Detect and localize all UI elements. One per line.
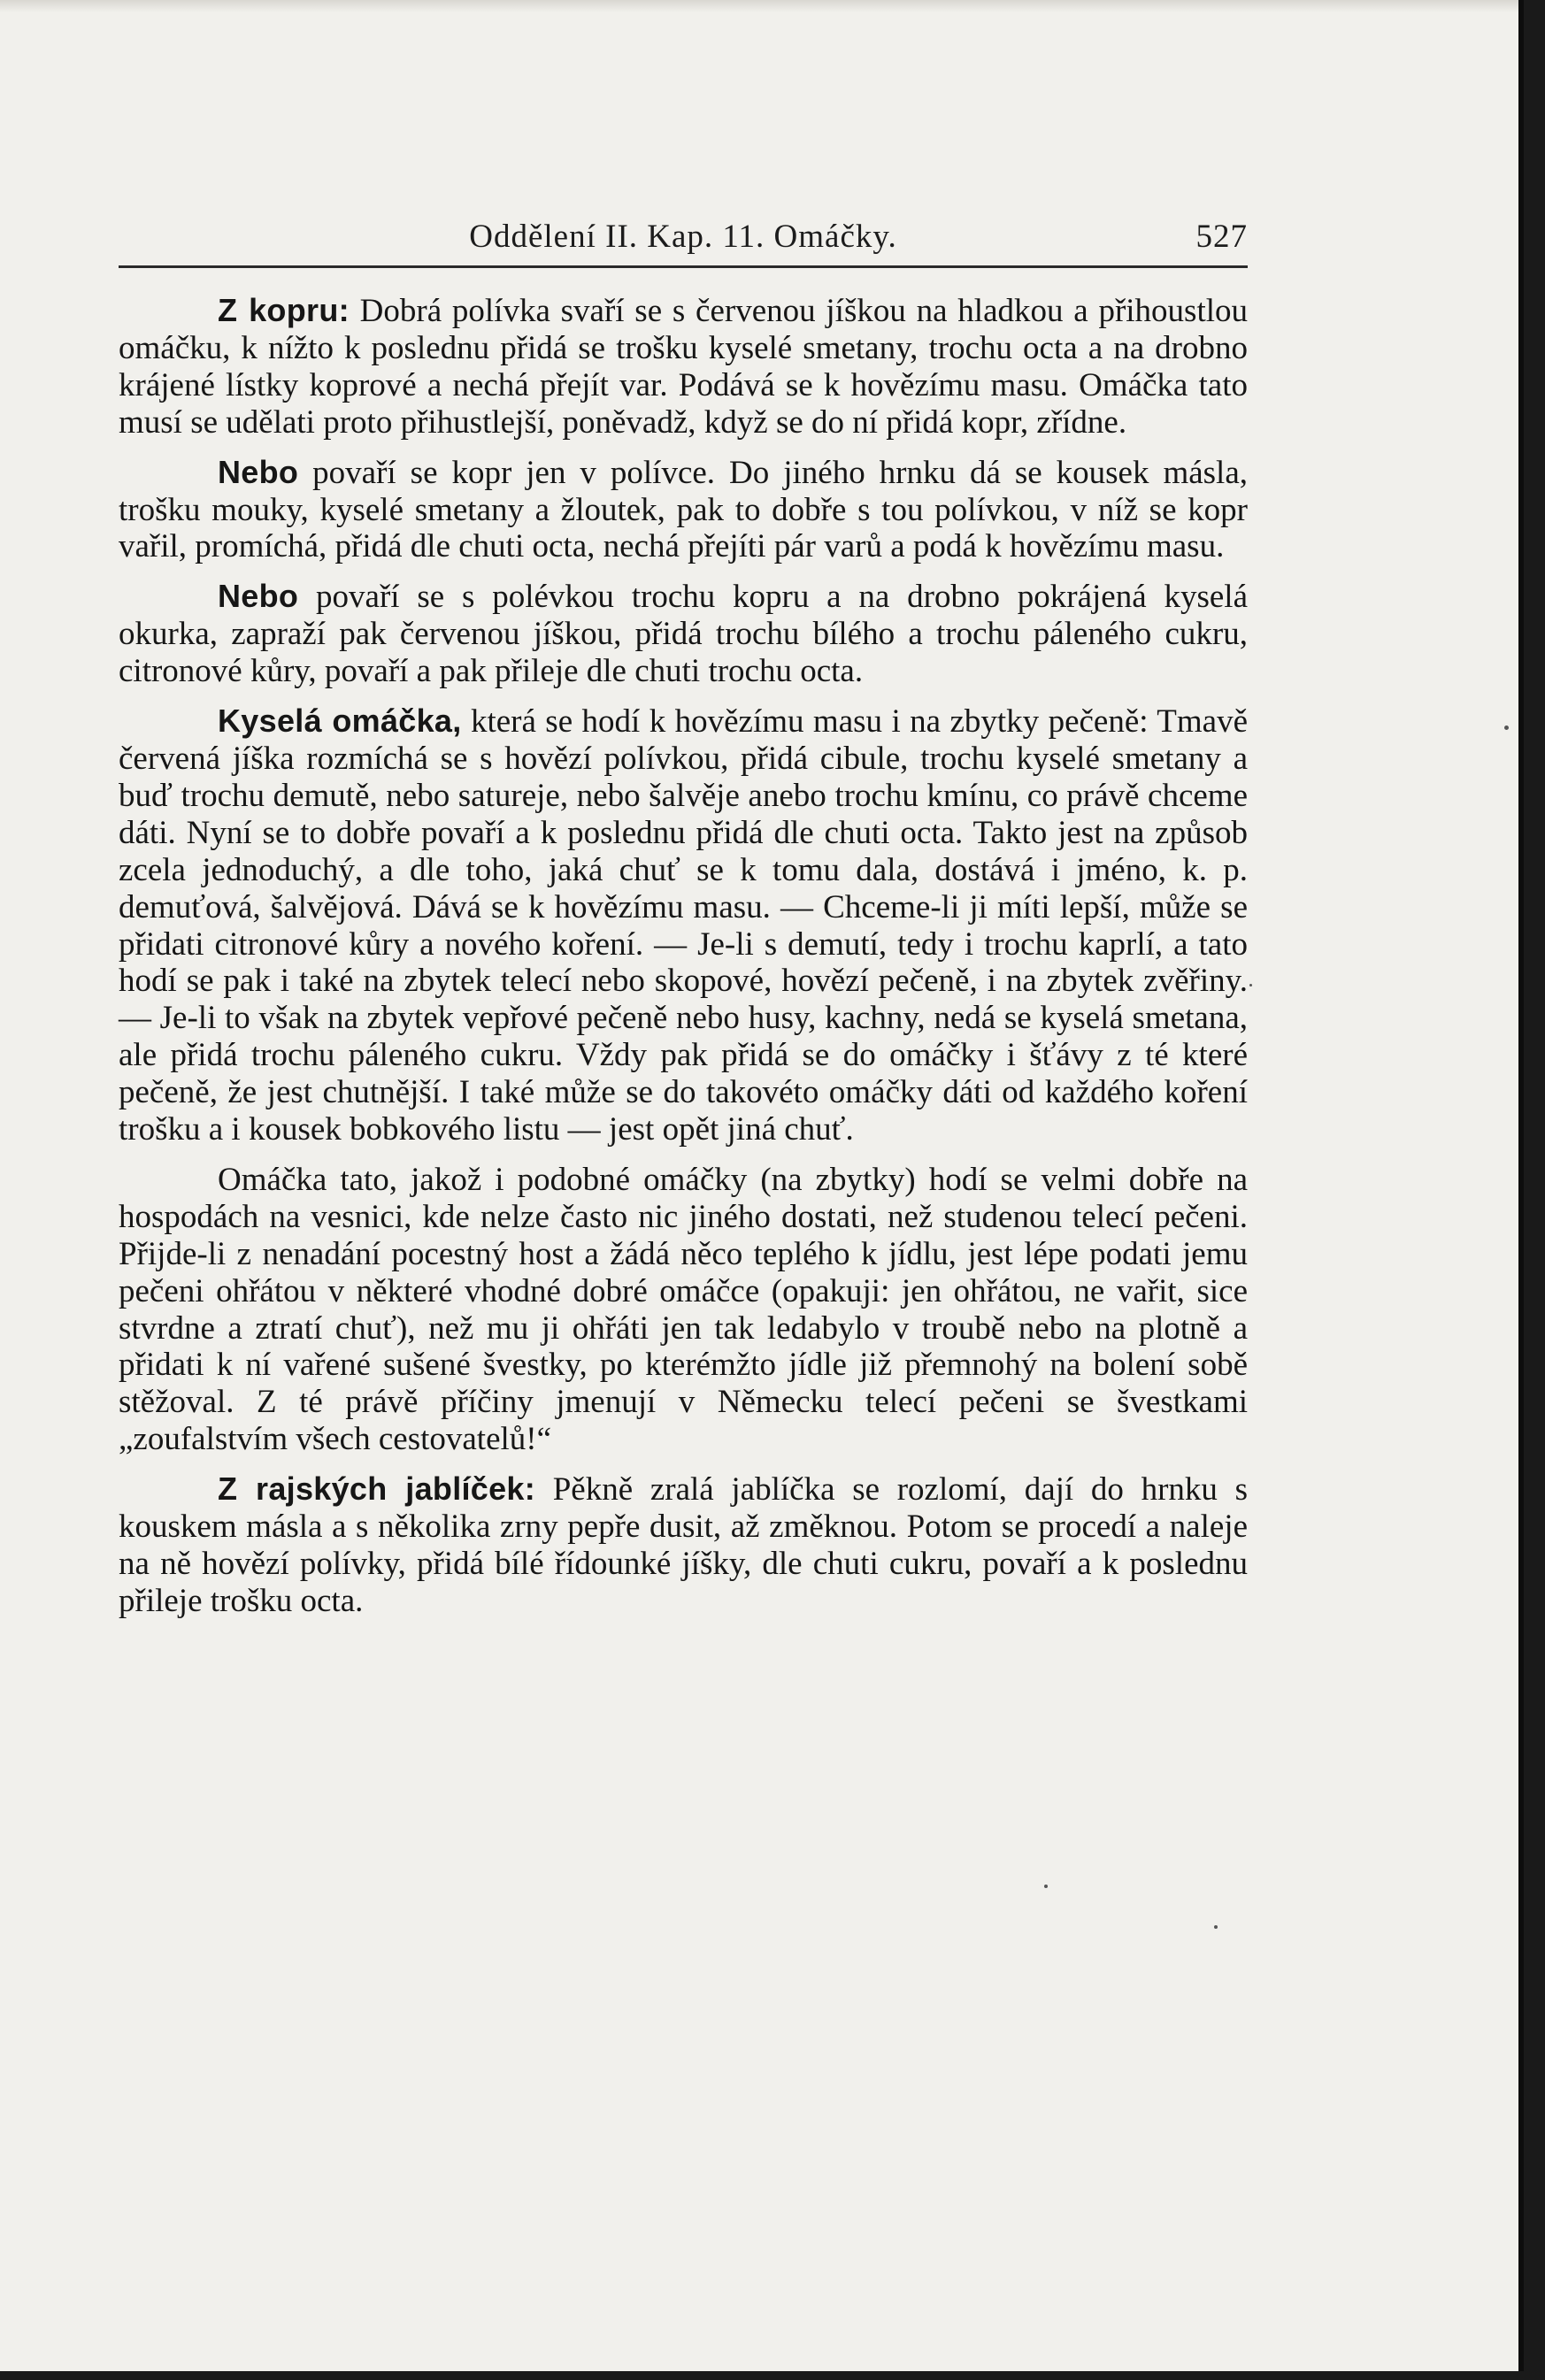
header-rule <box>119 265 1248 268</box>
paragraph <box>119 702 1248 1148</box>
scan-speck <box>1044 1885 1048 1888</box>
scan-speck <box>1214 1925 1218 1929</box>
paragraph-lead: Kyselá omáčka, <box>218 702 462 740</box>
paragraph <box>119 292 1248 441</box>
paragraph-text: Omáčka tato, jakož i podobné omáčky (na zbytky) hodí se velmi dobře na hospodách na vesnici, kde nelze často nic jiného dostati, než studenou telecí pečeni. Přijde-li z nenadání pocestný host a žádá něco teplého k jídlu, jest lépe podati jemu pečeni ohřátou v některé vhodné dobré omáčce (opakuji: jen ohřátou, ne vařit, sice stvrdne a ztratí chuť), než mu ji ohřáti jen tak ledabylo v troubě nebo na plotně a přidati k ní vařené sušené švestky, po kterémžto jídle již přemnohý na bolení sobě stěžoval. Z té právě příčiny jmenují v Německu telecí pečeni se švestkami „zoufalstvím všech cestovatelů!“ <box>119 1161 1248 1458</box>
body-text <box>119 292 1248 1632</box>
paragraph-lead: Nebo <box>218 453 299 490</box>
paragraph-lead: Nebo <box>218 578 299 615</box>
paragraph-text: povaří se kopr jen v polívce. Do jiného hrnku dá se kousek másla, trošku mouky, kyselé smetany a žloutek, pak to dobře s tou polívkou, v níž se kopr vařil, promíchá, přidá dle chuti octa, nechá přejíti pár varů a podá k hovězímu masu. <box>119 454 1248 565</box>
scan-edge <box>0 0 1518 12</box>
running-header <box>119 212 1248 264</box>
paragraph <box>119 1470 1248 1620</box>
paragraph-lead: Z kopru: <box>218 292 350 328</box>
paragraph-text: která se hodí k hovězímu masu i na zbytky pečeně: Tmavě červená jíška rozmíchá se s hovězí polívkou, přidá cibule, trochu kyselé smetany a buď trochu demutě, nebo satureje, nebo šalvěje anebo trochu kmínu, co právě chceme dáti. Nyní se to dobře povaří a k poslednu přidá dle chuti octa. Takto jest na způsob zcela jednoduchý, a dle toho, jaká chuť se k tomu dala, dostává i jméno, k. p. demuťová, šalvějová. Dává se k hovězímu masu. — Chceme-li ji míti lepší, může se přidati citronové kůry a nového koření. — Je-li s demutí, tedy i trochu kaprlí, a tato hodí se pak i také na zbytek telecí nebo skopové, hovězí pečeně, i na zbytek zvěřiny. — Je-li to však na zbytek vepřové pečeně nebo husy, kachny, nedá se kyselá smetana, ale přidá trochu páleného cukru. Vždy pak přidá se do omáčky i šťávy z té které pečeně, že jest chutnější. I také může se do takovéto omáčky dáti od každého koření trošku a i kousek bobkového listu — jest opět jiná chuť. <box>119 703 1248 1148</box>
scan-speck <box>1504 726 1509 730</box>
paragraph <box>119 578 1248 690</box>
chapter-title: Oddělení II. Kap. 11. Omáčky. <box>469 219 897 255</box>
paragraph-text: povaří se s polévkou trochu kopru a na drobno pokrájená kyselá okurka, zapraží pak červenou jíškou, přidá trochu bílého a trochu páleného cukru, citronové kůry, povaří a pak přileje dle chuti trochu octa. <box>119 579 1248 690</box>
paragraph <box>119 454 1248 566</box>
paragraph <box>119 1161 1248 1458</box>
paragraph-text: Dobrá polívka svaří se s červenou jíškou na hladkou a přihoustlou omáčku, k nížto k poslednu přidá se trošku kyselé smetany, trochu octa a na drobno krájené lístky koprové a nechá přejít var. Podává se k hovězímu masu. Omáčka tato musí se udělati proto přihustlejší, poněvadž, když se do ní přidá kopr, zřídne. <box>119 293 1248 441</box>
paragraph-lead: Z rajských jablíček: <box>218 1470 536 1508</box>
paragraph-text: Pěkně zralá jablíčka se rozlomí, dají do hrnku s kouskem másla a s několika zrny pepře dusit, až změknou. Potom se procedí a naleje na ně hovězí polívky, přidá bílé řídounké jíšky, dle chuti cukru, povaří a k poslednu přileje trošku octa. <box>119 1471 1248 1619</box>
scan-speck <box>1249 984 1252 987</box>
page-number: 527 <box>1195 219 1248 255</box>
